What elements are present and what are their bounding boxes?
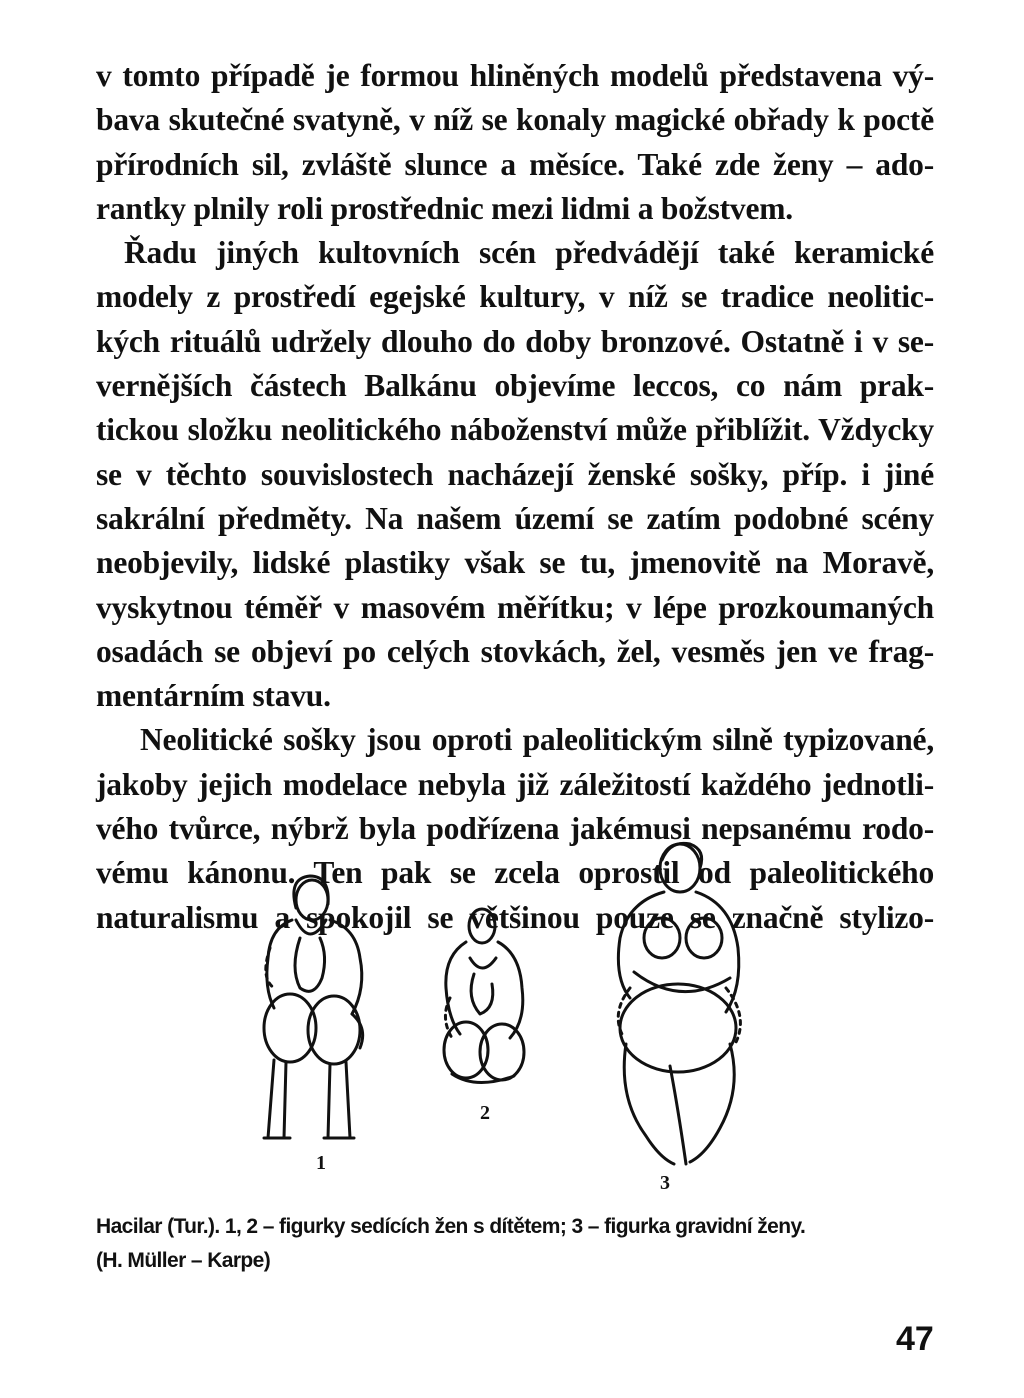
text-line: bava skutečné svatyně, v níž se konaly magické obřady k poctě	[96, 102, 934, 138]
text-line: naturalismu a spokojil se většinou pouze se značně stylizo-	[96, 899, 934, 935]
caption-source: (H. Müller – Karpe)	[96, 1249, 271, 1272]
text-line: Řadu jiných kultovních scén předvádějí také keramické	[124, 235, 934, 271]
body-text	[96, 54, 934, 940]
figurine-3	[618, 843, 740, 1164]
caption-line: Hacilar (Tur.). 1, 2 – figurky sedících žen s dítětem; 3 – figurka gravidní ženy.	[96, 1215, 806, 1238]
text-line: sakrální předměty. Na našem území se zatím podobné scény	[96, 500, 934, 536]
figurine-1	[264, 876, 363, 1138]
page-number: 47	[896, 1320, 934, 1358]
text-line: vému kánonu. Ten pak se zcela oprostil od paleolitického	[96, 855, 934, 891]
text-line: Neolitické sošky jsou oproti paleolitickým silně typizované,	[140, 722, 934, 758]
text-line: jakoby jejich modelace nebyla již záležitostí každého jednotli-	[96, 766, 934, 802]
text-line: vého tvůrce, nýbrž byla podřízena jakémusi nepsanému rodo-	[96, 811, 934, 847]
text-line: rantky plnily roli prostřednic mezi lidmi a božstvem.	[96, 190, 793, 226]
text-line: neobjevily, lidské plastiky však se tu, jmenovitě na Moravě,	[96, 545, 934, 581]
text-line: vyskytnou téměř v masovém měřítku; v lépe prozkoumaných	[96, 589, 934, 625]
text-line: mentárním stavu.	[96, 678, 331, 714]
text-line: osadách se objeví po celých stovkách, žel, vesměs jen ve frag-	[96, 633, 934, 669]
text-line: modely z prostředí egejské kultury, v níž se tradice neolitic-	[96, 279, 934, 315]
text-line: tickou složku neolitického náboženství může přiblížit. Vždycky	[96, 412, 934, 448]
figure-label-3: 3	[660, 1172, 670, 1194]
figurines-illustration	[230, 838, 770, 1198]
text-line: v tomto případě je formou hliněných modelů představena vý-	[96, 58, 934, 93]
text-line: vernějších částech Balkánu objevíme leccos, co nám prak-	[96, 368, 934, 404]
figure-label-2: 2	[480, 1102, 490, 1124]
text-line: přírodních sil, zvláště slunce a měsíce. Také zde ženy – ado-	[96, 146, 934, 182]
text-line: se v těchto souvislostech nacházejí ženské sošky, příp. i jiné	[96, 456, 934, 492]
text-line: kých rituálů udržely dlouho do doby bronzové. Ostatně i v se-	[96, 323, 934, 359]
figurines-drawing	[230, 838, 770, 1198]
figure-label-1: 1	[316, 1152, 326, 1174]
figure-caption	[96, 1210, 946, 1278]
figurine-2	[444, 909, 524, 1083]
